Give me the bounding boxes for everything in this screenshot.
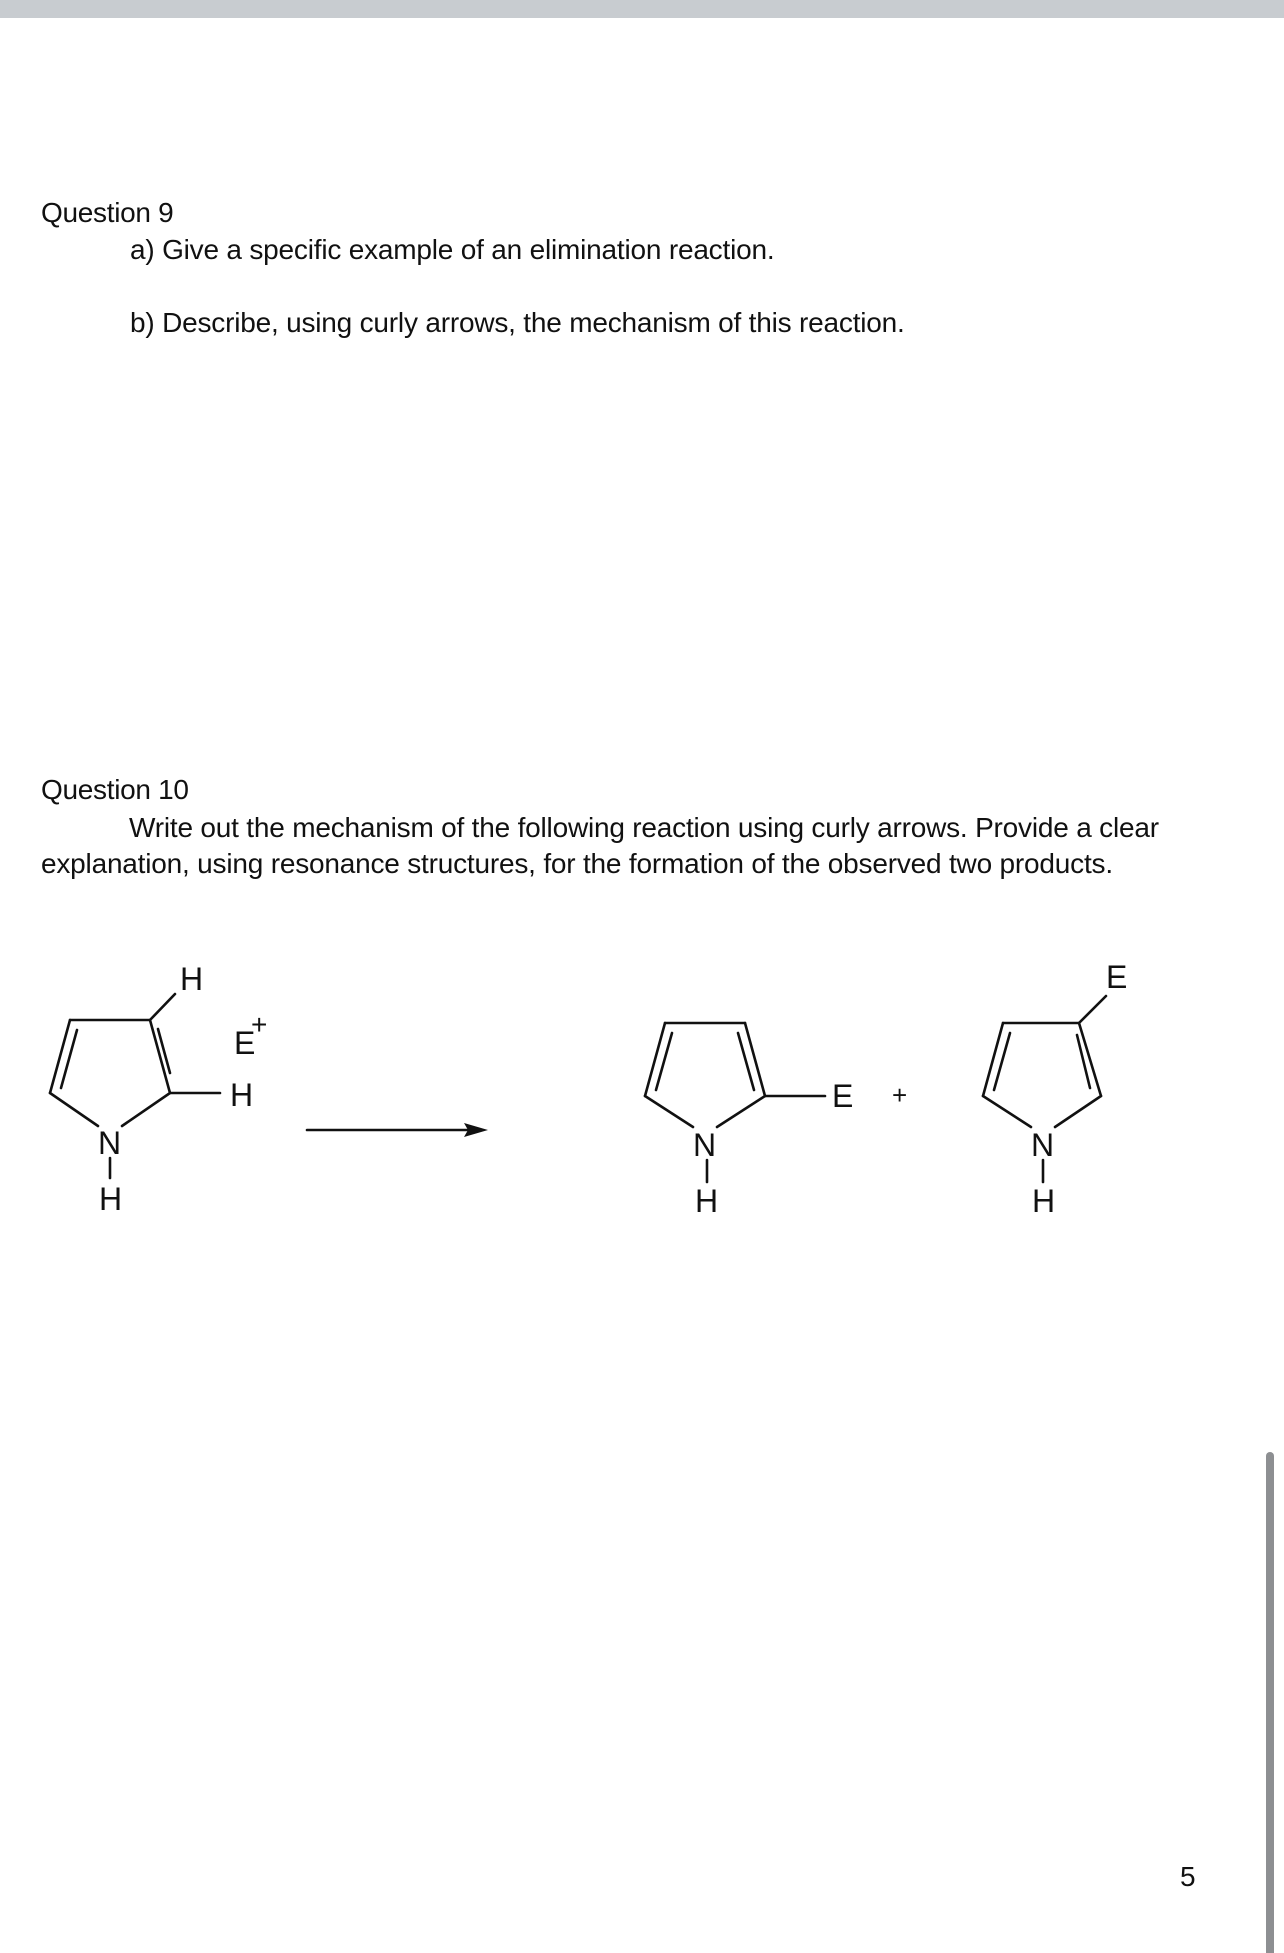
reactant-n-label: N <box>98 1125 122 1161</box>
reaction-scheme <box>0 940 1284 1240</box>
product-2-n-label: N <box>1031 1127 1055 1163</box>
product-2-ring <box>983 1023 1101 1127</box>
question-9-part-a: a) Give a specific example of an elimination reaction. <box>130 234 775 265</box>
top-bar <box>0 0 1284 18</box>
vertical-scrollbar[interactable] <box>1266 1452 1274 1953</box>
question-10-title: Question 10 <box>41 774 189 805</box>
reactant-side-h-label: H <box>230 1077 254 1113</box>
reactant-ch-bond-top <box>150 994 175 1020</box>
product-1-e-label: E <box>832 1078 854 1114</box>
product-2-ce-bond <box>1079 996 1106 1023</box>
reactant-nh-label: H <box>99 1181 123 1217</box>
product-2-e-label: E <box>1106 959 1128 995</box>
electrophile-label: E <box>234 1025 256 1061</box>
question-9-part-b: b) Describe, using curly arrows, the mechanism of this reaction. <box>130 307 905 338</box>
electrophile-charge: + <box>251 1009 268 1040</box>
page-number: 5 <box>1180 1861 1196 1892</box>
product-1-nh-label: H <box>695 1183 719 1219</box>
reactant-top-h-label: H <box>180 961 204 997</box>
reactant-ring <box>50 1020 170 1126</box>
plus-sign: + <box>892 1080 908 1110</box>
product-1-n-label: N <box>693 1127 717 1163</box>
question-10-body: Write out the mechanism of the following reaction using curly arrows. Provide a clear explanation, using resonance structures, for the formation of the observed two products. <box>41 812 1159 879</box>
product-2-nh-label: H <box>1032 1183 1056 1219</box>
product-1-ring <box>645 1023 765 1127</box>
question-9-title: Question 9 <box>41 197 174 228</box>
